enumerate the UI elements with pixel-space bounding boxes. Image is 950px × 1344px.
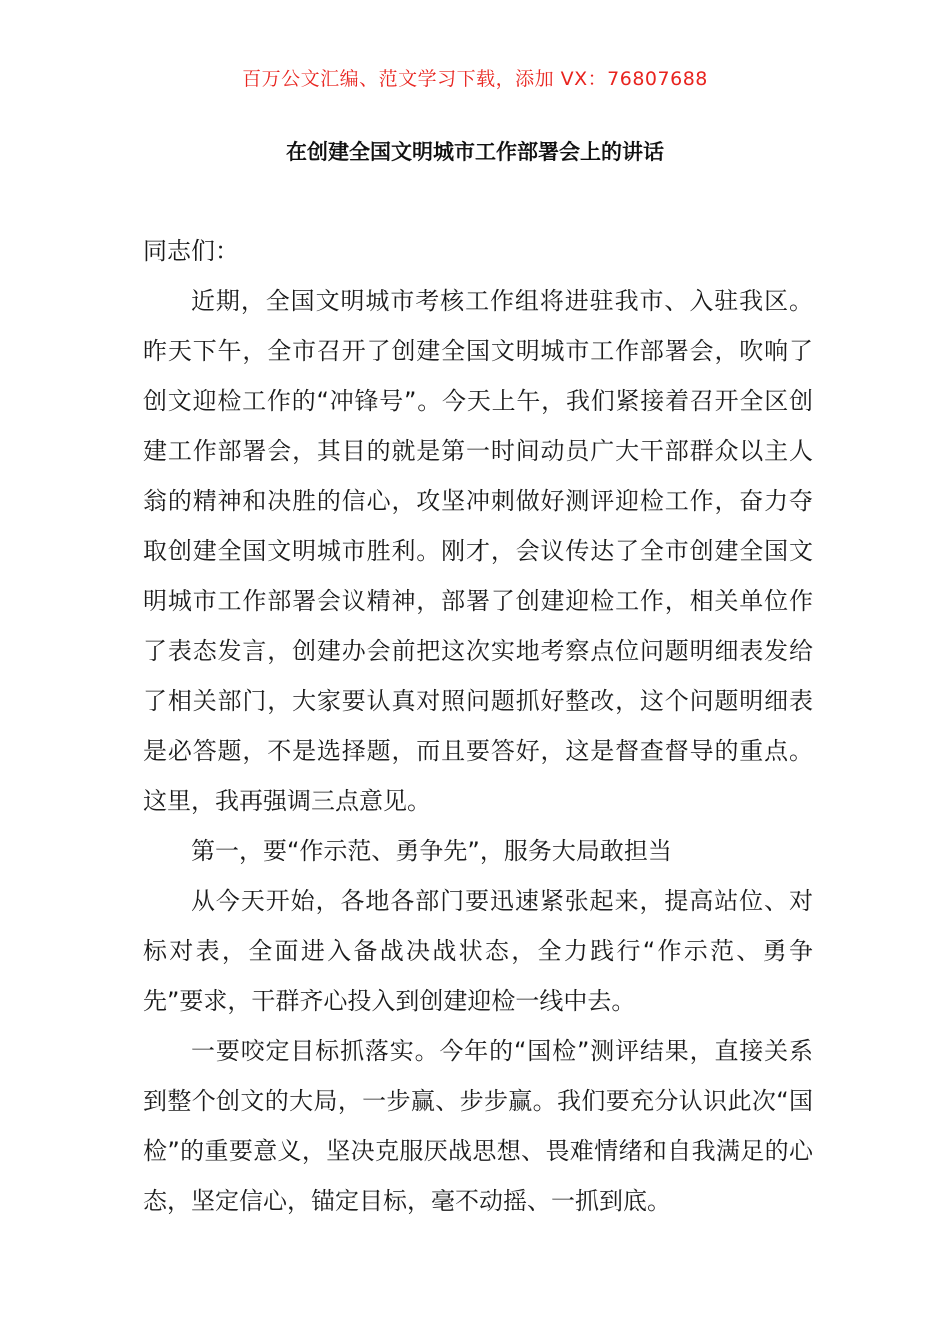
page-title: 在创建全国文明城市工作部署会上的讲话 <box>286 140 664 164</box>
salutation: 同志们： <box>143 237 239 265</box>
paragraph-intro: 近期，全国文明城市考核工作组将进驻我市、入驻我区。昨天下午，全市召开了创建全国文明城市工作部署会，吹响了创文迎检工作的“冲锋号”。今天上午，我们紧接着召开全区创建工作部署会，其目的就是第一时间动员广大干部群众以主人翁的精神和决胜的信心，攻坚冲刺做好测评迎检工作，奋力夺取创建全国文明城市胜利。刚才，会议传达了全市创建全国文明城市工作部署会议精神，部署了创建迎检工作，相关单位作了表态发言，创建办会前把这次实地考察点位问题明细表发给了相关部门，大家要认真对照问题抓好整改，这个问题明细表是必答题，不是选择题，而且要答好，这是督查督导的重点。这里，我再强调三点意见。 <box>143 287 813 815</box>
section-heading-first: 第一，要“作示范、勇争先”，服务大局敢担当 <box>191 837 672 865</box>
paragraph-point-one: 一要咬定目标抓落实。今年的“国检”测评结果，直接关系到整个创文的大局，一步赢、步步赢。我们要充分认识此次“国检”的重要意义，坚决克服厌战思想、畏难情绪和自我满足的心态，坚定信心，锚定目标，毫不动摇、一抓到底。 <box>143 1037 813 1215</box>
header-watermark-note: 百万公文汇编、范文学习下载，添加 VX：76807688 <box>242 68 708 90</box>
paragraph-section-intro: 从今天开始，各地各部门要迅速紧张起来，提高站位、对标对表，全面进入备战决战状态，全力践行“作示范、勇争先”要求，干群齐心投入到创建迎检一线中去。 <box>143 887 813 1015</box>
document-body <box>143 226 813 1226</box>
